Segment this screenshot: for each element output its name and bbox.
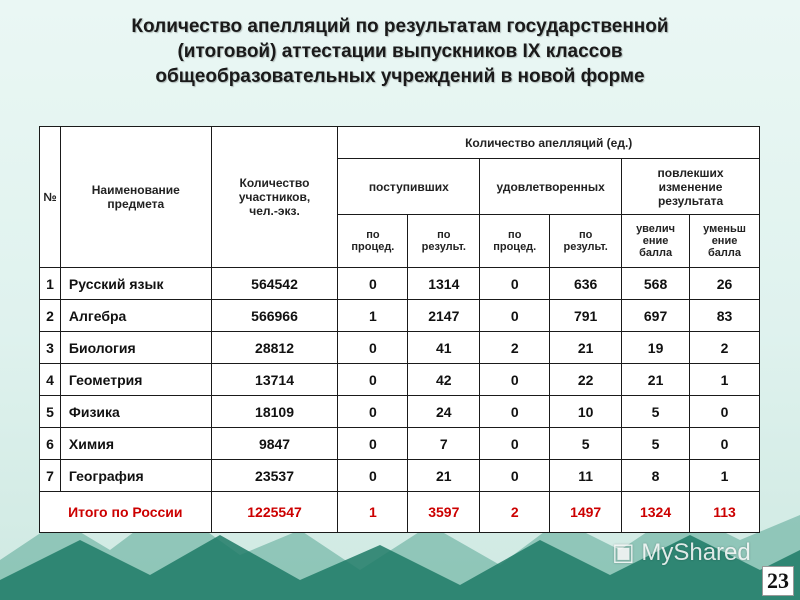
table-row <box>40 460 760 492</box>
cell-num: 6 <box>40 428 61 460</box>
cell-subject: Биология <box>60 332 211 364</box>
cell-num: 1 <box>40 268 61 300</box>
cell-sat-res: 10 <box>550 396 622 428</box>
table-row <box>40 300 760 332</box>
cell-num: 5 <box>40 396 61 428</box>
cell-sat-proc: 0 <box>480 460 550 492</box>
cell-subject: Физика <box>60 396 211 428</box>
header-recv-res: по результ. <box>408 215 480 268</box>
cell-recv-proc: 0 <box>338 428 408 460</box>
cell-participants: 28812 <box>211 332 338 364</box>
cell-decrease: 0 <box>690 396 760 428</box>
total-sat-res: 1497 <box>550 492 622 533</box>
page-number: 23 <box>762 566 794 596</box>
cell-recv-proc: 0 <box>338 364 408 396</box>
total-decrease: 113 <box>690 492 760 533</box>
watermark-logo <box>612 538 751 567</box>
cell-decrease: 1 <box>690 460 760 492</box>
cell-decrease: 1 <box>690 364 760 396</box>
cell-subject: География <box>60 460 211 492</box>
header-num: № <box>40 127 61 268</box>
cell-recv-res: 21 <box>408 460 480 492</box>
cell-num: 4 <box>40 364 61 396</box>
cell-sat-res: 791 <box>550 300 622 332</box>
table-row <box>40 396 760 428</box>
cell-participants: 13714 <box>211 364 338 396</box>
total-label: Итого по России <box>40 492 212 533</box>
total-recv-proc: 1 <box>338 492 408 533</box>
total-increase: 1324 <box>622 492 690 533</box>
appeals-table <box>39 126 760 533</box>
header-satisfied: удовлетворенных <box>480 159 622 215</box>
cell-recv-proc: 0 <box>338 268 408 300</box>
cell-recv-res: 1314 <box>408 268 480 300</box>
cell-increase: 568 <box>622 268 690 300</box>
header-recv-proc: по процед. <box>338 215 408 268</box>
page-title <box>60 14 740 89</box>
cell-sat-proc: 0 <box>480 268 550 300</box>
cell-recv-proc: 1 <box>338 300 408 332</box>
cell-num: 7 <box>40 460 61 492</box>
cell-sat-proc: 2 <box>480 332 550 364</box>
cell-increase: 8 <box>622 460 690 492</box>
table-row <box>40 364 760 396</box>
header-changed: повлекших изменение результата <box>622 159 760 215</box>
cell-increase: 19 <box>622 332 690 364</box>
cell-subject: Алгебра <box>60 300 211 332</box>
cell-decrease: 2 <box>690 332 760 364</box>
cell-sat-res: 22 <box>550 364 622 396</box>
total-row <box>40 492 760 533</box>
cell-increase: 5 <box>622 396 690 428</box>
cell-recv-res: 2147 <box>408 300 480 332</box>
cell-num: 2 <box>40 300 61 332</box>
cell-sat-proc: 0 <box>480 428 550 460</box>
header-decrease: уменьш ение балла <box>690 215 760 268</box>
cell-recv-proc: 0 <box>338 396 408 428</box>
cell-decrease: 0 <box>690 428 760 460</box>
header-increase: увелич ение балла <box>622 215 690 268</box>
cell-recv-res: 24 <box>408 396 480 428</box>
cell-sat-res: 21 <box>550 332 622 364</box>
cell-decrease: 26 <box>690 268 760 300</box>
cell-sat-res: 636 <box>550 268 622 300</box>
total-sat-proc: 2 <box>480 492 550 533</box>
cell-increase: 21 <box>622 364 690 396</box>
cell-sat-proc: 0 <box>480 396 550 428</box>
title-line-1: Количество апелляций по результатам государственной <box>131 16 669 37</box>
cell-participants: 23537 <box>211 460 338 492</box>
cell-sat-res: 11 <box>550 460 622 492</box>
cell-sat-proc: 0 <box>480 300 550 332</box>
cell-participants: 564542 <box>211 268 338 300</box>
cell-subject: Русский язык <box>60 268 211 300</box>
cell-subject: Геометрия <box>60 364 211 396</box>
cell-participants: 9847 <box>211 428 338 460</box>
title-line-3: общеобразовательных учреждений в новой форме <box>155 66 645 87</box>
cell-participants: 566966 <box>211 300 338 332</box>
table-row <box>40 332 760 364</box>
header-sat-res: по результ. <box>550 215 622 268</box>
cell-recv-res: 7 <box>408 428 480 460</box>
cell-recv-res: 42 <box>408 364 480 396</box>
total-participants: 1225547 <box>211 492 338 533</box>
cell-recv-proc: 0 <box>338 332 408 364</box>
header-participants: Количество участников, чел.-экз. <box>211 127 338 268</box>
cell-decrease: 83 <box>690 300 760 332</box>
header-received: поступивших <box>338 159 480 215</box>
cell-recv-proc: 0 <box>338 460 408 492</box>
table-row <box>40 268 760 300</box>
header-sat-proc: по процед. <box>480 215 550 268</box>
slides-icon: ▣ <box>612 539 635 566</box>
cell-subject: Химия <box>60 428 211 460</box>
total-recv-res: 3597 <box>408 492 480 533</box>
cell-sat-res: 5 <box>550 428 622 460</box>
cell-increase: 697 <box>622 300 690 332</box>
title-line-2: (итоговой) аттестации выпускников IX классов <box>177 41 623 62</box>
header-appeals: Количество апелляций (ед.) <box>338 127 760 159</box>
cell-num: 3 <box>40 332 61 364</box>
cell-participants: 18109 <box>211 396 338 428</box>
cell-sat-proc: 0 <box>480 364 550 396</box>
cell-recv-res: 41 <box>408 332 480 364</box>
watermark-text: MyShared <box>641 539 751 566</box>
header-subject: Наименование предмета <box>60 127 211 268</box>
cell-increase: 5 <box>622 428 690 460</box>
table-row <box>40 428 760 460</box>
